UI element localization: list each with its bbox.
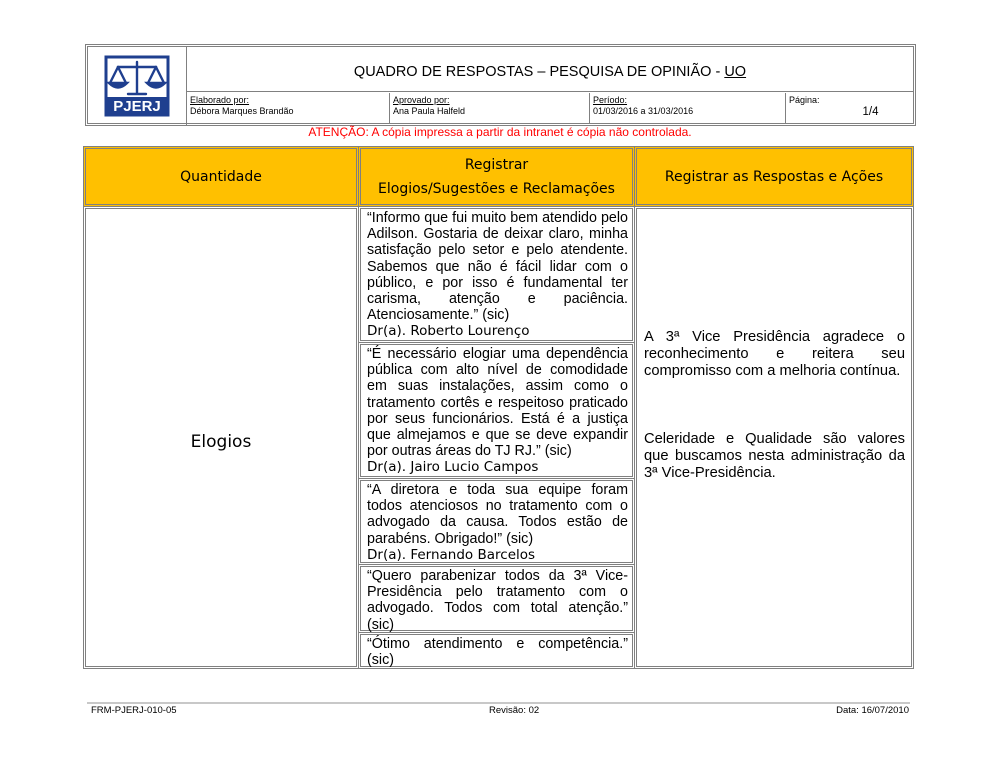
category-cell	[83, 206, 359, 669]
response-text: Celeridade e Qualidade são valores que buscamos nesta administração da 3ª Vice-Presidência.	[644, 431, 905, 481]
message-text: “Informo que fui muito bem atendido pelo Adilson. Gostaria de deixar claro, minha satisfação pelo setor e pelo atendente. Sabemos que não é fácil lidar com o público, e por isso é fundamental ter carisma, atenção e paciência. Atenciosamente.” (sic)	[367, 210, 628, 324]
responses-table	[83, 146, 914, 669]
response-cell	[634, 206, 914, 669]
message-text: “A diretora e toda sua equipe foram todos atenciosos no tratamento com o advogado da causa. Todos estão de parabéns. Obrigado!” (sic)	[367, 482, 628, 547]
message-cell	[358, 632, 635, 669]
response-text: A 3ª Vice Presidência agradece o reconhecimento e reitera seu compromisso com a melhoria contínua.	[644, 329, 905, 379]
meta-pagina	[786, 93, 913, 123]
logo-text: PJERJ	[113, 98, 161, 115]
message-author: Dr(a). Roberto Lourenço	[367, 323, 530, 340]
message-cell	[358, 478, 635, 565]
aprovado-label: Aprovado por:	[393, 95, 450, 105]
pjerj-logo	[88, 47, 186, 125]
col-header-quantidade	[83, 146, 359, 207]
logo-cell	[88, 47, 187, 125]
footer-date: Data: 16/07/2010	[836, 705, 909, 716]
message-text: “É necessário elogiar uma dependência pública com alto nível de comodidade em suas instalações, assim como o tratamento cortês e respeitoso praticado por seus funcionários. Está é a justiça que almejamos e que se deve expandir por outras áreas do TJ RJ.” (sic)	[367, 346, 628, 460]
periodo-label: Período:	[593, 95, 628, 105]
revision: Revisão: 02	[489, 705, 540, 716]
message-cell	[358, 342, 635, 479]
pagina-label: Página:	[789, 95, 820, 105]
category-label: Elogios	[190, 431, 252, 452]
periodo-value: 01/03/2016 a 31/03/2016	[593, 106, 694, 116]
message-text: “Ótimo atendimento e competência.” (sic)	[367, 636, 628, 669]
aprovado-value: Ana Paula Halfeld	[393, 106, 466, 116]
meta-row	[187, 93, 913, 123]
meta-elaborado	[187, 93, 390, 123]
title-underlined: UO	[724, 64, 747, 80]
elaborado-value: Débora Marques Brandão	[190, 106, 294, 116]
col2-header-line2: Elogios/Sugestões e Reclamações	[378, 180, 615, 197]
footer-divider	[87, 702, 910, 704]
meta-aprovado	[390, 93, 590, 123]
copy-notice: ATENÇÃO: A cópia impressa a partir da intranet é cópia não controlada.	[308, 125, 692, 139]
col1-header-text: Quantidade	[180, 168, 262, 185]
message-text: “Quero parabenizar todos da 3ª Vice-Presidência pelo tratamento com o advogado. Todos com total atenção.” (sic)	[367, 568, 628, 633]
message-cell	[358, 206, 635, 343]
document-title	[187, 47, 913, 92]
elaborado-label: Elaborado por:	[190, 95, 250, 105]
meta-periodo	[590, 93, 786, 123]
message-author: Dr(a). Fernando Barcelos	[367, 546, 536, 563]
col-header-respostas	[634, 146, 914, 207]
pagina-value: 1/4	[862, 106, 879, 118]
col3-header-text: Registrar as Respostas e Ações	[664, 168, 884, 185]
col-header-registrar	[358, 146, 635, 207]
message-author: Dr(a). Jairo Lucio Campos	[367, 459, 539, 476]
message-cell	[358, 564, 635, 633]
title-text: QUADRO DE RESPOSTAS – PESQUISA DE OPINIÃO -	[353, 64, 721, 80]
document-header	[85, 44, 916, 126]
form-code: FRM-PJERJ-010-05	[91, 705, 177, 716]
col2-header-line1: Registrar	[464, 156, 529, 173]
